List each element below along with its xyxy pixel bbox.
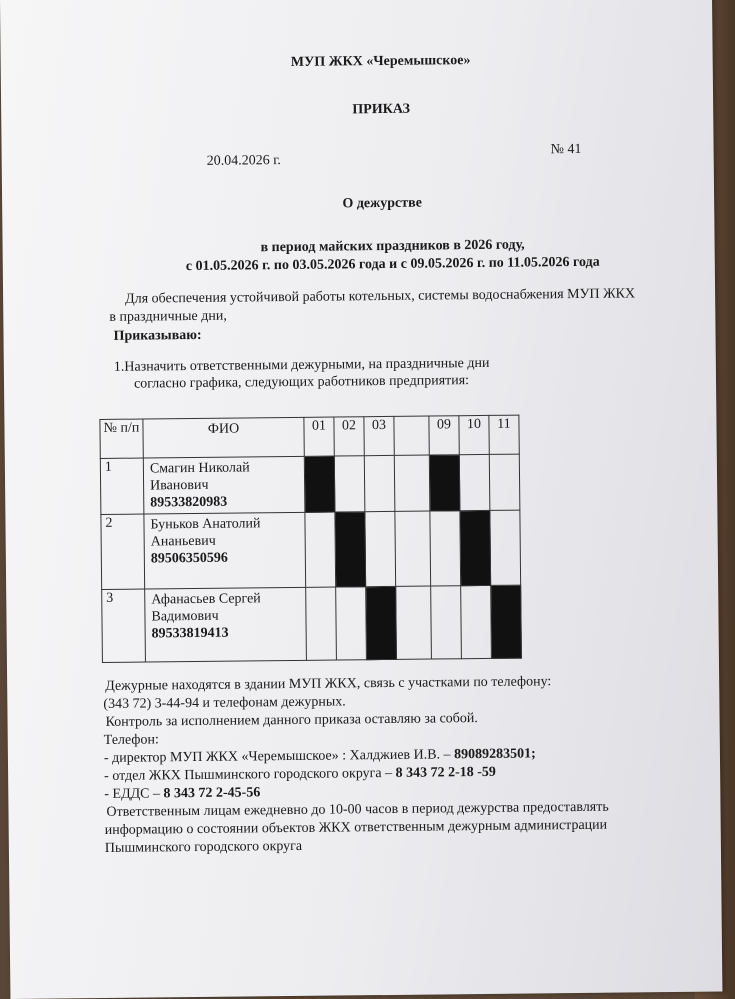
subject-line-2: с 01.05.2026 г. по 03.05.2026 года и с 09.05.2026 г. по 11.05.2026 года [185, 254, 600, 275]
duty-cell [306, 587, 337, 660]
duty-cell [430, 511, 461, 586]
footer-line-8: Ответственным лицам ежедневно до 10-00 часов в период дежурства предоставлять [106, 799, 609, 820]
footer-line-4: Телефон: [103, 732, 159, 748]
duty-cell [334, 456, 365, 512]
employee-cell [143, 456, 305, 514]
duty-cell [336, 587, 367, 660]
point1-line-2: согласно графика, следующих работников предприятия: [133, 373, 470, 392]
duty-cell [304, 456, 335, 512]
subject-line-1: в период майских праздников в 2026 году, [260, 237, 525, 256]
duty-cell [396, 586, 432, 659]
table-row [101, 510, 521, 589]
row-number: 3 [102, 589, 146, 662]
org-name: МУП ЖКХ «Черемышское» [290, 53, 471, 70]
duty-cell [395, 511, 431, 586]
doc-type: ПРИКАЗ [352, 101, 411, 118]
subject-title: О дежурстве [342, 195, 422, 212]
duty-cell [459, 454, 490, 510]
footer-line-3: Контроль за исполнением данного приказа оставляю за собой. [105, 711, 478, 730]
intro-line-1: Для обеспечения устойчивой работы котельных, системы водоснабжения МУП ЖКХ [125, 286, 636, 307]
duty-cell [429, 455, 460, 511]
day-header: 02 [334, 417, 364, 456]
duty-cell [335, 512, 366, 587]
director-label: - директор МУП ЖКХ «Черемышское» : Халджиев И.В. – [103, 747, 455, 766]
footer-line-2: (343 72) 3-44-94 и телефонам дежурных. [103, 694, 346, 712]
duty-cell [431, 586, 462, 659]
row-number: 2 [101, 514, 145, 589]
day-header: 03 [364, 416, 394, 455]
day-header: 11 [489, 415, 519, 454]
footer-line-5 [104, 746, 536, 767]
duty-cell [489, 454, 520, 510]
employee-phone: 89506350596 [150, 550, 228, 567]
day-header [394, 416, 429, 455]
duty-cell [490, 510, 521, 585]
duty-cell [394, 455, 430, 511]
footer-line-7 [104, 785, 260, 803]
duty-cell [366, 586, 397, 659]
duty-cell [491, 585, 522, 658]
employee-name: Смагин Николай Иванович [149, 460, 250, 494]
point1-line-1: 1.Назначить ответственными дежурными, на праздничные дни [113, 355, 490, 375]
duty-cell [364, 455, 395, 511]
employee-phone: 89533819413 [151, 625, 229, 642]
table-header-row [100, 415, 519, 458]
order-word: Приказываю: [113, 327, 202, 344]
duty-cell [365, 511, 396, 586]
director-phone: 89089283501; [454, 746, 536, 763]
footer-line-1: Дежурные находятся в здании МУП ЖКХ, связь с участками по телефону: [105, 674, 552, 694]
duty-cell [305, 512, 336, 587]
employee-name: Буньков Анатолий Ананьевич [150, 516, 261, 550]
employee-cell [145, 587, 307, 662]
employee-cell [144, 512, 306, 589]
duty-cell [461, 585, 492, 658]
doc-date: 20.04.2026 г. [206, 153, 281, 169]
doc-number: № 41 [550, 141, 582, 158]
footer-line-6 [104, 765, 496, 785]
footer-line-10: Пышминского городского округа [104, 838, 303, 856]
footer-line-9: информацию о состоянии объектов ЖКХ ответственным дежурным администрации [104, 817, 608, 838]
col-name-header: ФИО [143, 417, 304, 458]
employee-name: Афанасьев Сергей Вадимович [151, 591, 261, 625]
row-number: 1 [100, 458, 144, 514]
employee-phone: 89533820983 [150, 494, 228, 511]
intro-line-2: в праздничные дни, [109, 308, 227, 325]
table-row [102, 585, 522, 662]
day-header: 10 [459, 415, 489, 454]
day-header: 01 [304, 417, 334, 456]
table-row [100, 454, 520, 514]
edds-phone: 8 343 72 2-45-56 [163, 785, 261, 802]
day-header: 09 [429, 416, 459, 455]
dept-phone: 8 343 72 2-18 -59 [395, 764, 496, 781]
col-num-header: № п/п [100, 419, 143, 458]
edds-label: - ЕДДС – [104, 786, 164, 802]
duty-cell [460, 510, 491, 585]
dept-label: - отдел ЖКХ Пышминского городского округа – [104, 765, 396, 784]
duty-schedule-table [99, 415, 522, 663]
